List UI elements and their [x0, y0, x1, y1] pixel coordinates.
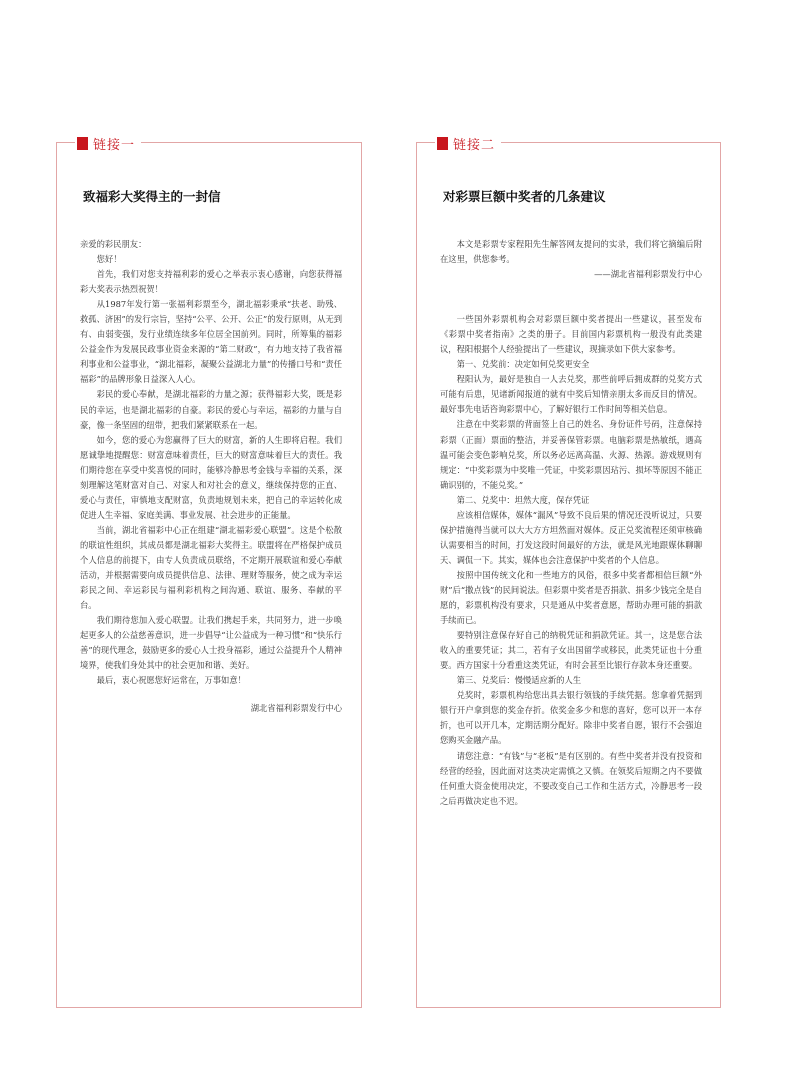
letter-signature: 湖北省福利彩票发行中心	[250, 703, 342, 714]
section-tag-label: 链接一	[93, 137, 136, 153]
advice-title: 对彩票巨额中奖者的几条建议	[443, 189, 606, 204]
advice-paragraph: 要特别注意保存好自己的纳税凭证和捐款凭证。其一，这是您合法收入的重要凭证；其二，若有子女出国留学或移民，此类凭证也十分重要。西方国家十分看重这类凭证，有时会甚至比银行存款本身还重要。	[440, 630, 702, 671]
section-tag-label: 链接二	[453, 137, 496, 153]
letter-paragraph: 最后，衷心祝愿您好运常在，万事如意！	[96, 675, 246, 686]
advice-subheading: 第二、兑奖中：坦然大度，保存凭证	[456, 494, 590, 505]
advice-subheading: 第一、兑奖前：决定如何兑奖更安全	[456, 359, 590, 370]
advice-body	[440, 237, 702, 809]
advice-paragraph: 按照中国传统文化和一些地方的风俗，很多中奖者都相信巨额“外财”后“撒点钱”的民间说法。但彩票中奖者是否捐款、捐多少钱完全是自愿的，彩票机构没有要求，只是通从中奖者意愿，帮助办理可能的捐款手续而已。	[440, 569, 702, 626]
advice-paragraph: 应该相信媒体，媒体“漏风”导致不良后果的情况还没听说过，只要保护措施得当就可以大大方方坦然面对媒体。反正兑奖流程还须审核确认需要相当的时间，打发这段时间最好的方法，就是风光地跟媒体聊聊天、调侃一下。其实，媒体也会注意保护中奖者的个人信息。	[440, 509, 702, 565]
letter-paragraph: 如今，您的爱心为您赢得了巨大的财富，新的人生即将启程。我们愿诚挚地提醒您：财富意味着责任，巨大的财富意味着巨大的责任。我们期待您在享受中奖喜悦的同时，能够冷静思考金钱与幸福的关系，深刻理解这笔财富对自己、对家人和对社会的意义，继续保持您的正直、爱心与责任，审慎地支配财富，负责地规划未来，把自己的幸运转化成促进人生幸福、家庭美满、事业发展、社会进步的正能量。	[80, 434, 342, 520]
letter-body	[80, 237, 342, 716]
advice-paragraph: 一些国外彩票机构会对彩票巨额中奖者提出一些建议，甚至发布《彩票中奖者指南》之类的册子。目前国内彩票机构一般没有此类建议，程阳根据个人经验提出了一些建议，现摘录如下供大家参考。	[440, 314, 702, 355]
red-square-icon	[437, 137, 448, 150]
advice-subheading: 第三、兑奖后：慢慢适应新的人生	[456, 675, 582, 686]
advice-paragraph: 程阳认为，最好是独自一人去兑奖，那些前呼后拥成群的兑奖方式可能有后患，见诸新闻报道的就有中奖后知情亲朋太多而反目的情况。最好事先电话咨询彩票中心，了解好银行工作时间等相关信息。	[440, 374, 702, 415]
section-tag-2	[435, 132, 501, 154]
advice-intro: 本文是彩票专家程阳先生解答网友提问的实录，我们将它摘编后附在这里，供您参考。	[440, 239, 702, 265]
letter-paragraph: 当前，湖北省福彩中心正在组建“湖北福彩爱心联盟”。这是个松散的联谊性组织，其成员都是湖北福彩大奖得主。联盟将在严格保护成员个人信息的前提下，由专人负责成员联络，不定期开展联谊和爱心奉献活动，并根据需要向成员提供信息、法律、理财等服务，使之成为幸运彩民之间、幸运彩民与福利彩机构之间沟通、联谊、服务、奉献的平台。	[80, 524, 342, 611]
letter-paragraph: 彩民的爱心奉献，是湖北福彩的力量之源；获得福彩大奖，既是彩民的幸运，也是湖北福彩的自豪。彩民的爱心与幸运，福彩的力量与自豪，像一条坚固的纽带，把我们紧紧联系在一起。	[80, 389, 342, 430]
section-tag-1	[75, 132, 141, 154]
link-two-panel	[416, 137, 721, 1008]
link-one-panel	[56, 137, 362, 1008]
advice-paragraph: 兑奖时，彩票机构给您出具去银行领钱的手续凭据。您拿着凭据到银行开户拿到您的奖金存折。依奖金多少和您的喜好，您可以开一本存折，也可以开几本，定期活期分配好。除非中奖者自愿，银行不会强迫您购买金融产品。	[440, 690, 702, 746]
letter-paragraph: 我们期待您加入爱心联盟。让我们携起手来，共同努力，进一步唤起更多人的公益慈善意识，进一步倡导“让公益成为一种习惯”和“快乐行善”的现代理念，鼓励更多的爱心人士投身福彩，通过公益提升个人精神境界，使我们身处其中的社会更加和谐、美好。	[80, 615, 342, 671]
letter-title: 致福彩大奖得主的一封信	[83, 189, 221, 204]
red-square-icon	[77, 137, 88, 150]
letter-paragraph: 从1987年发行第一张福利彩票至今，湖北福彩秉承“扶老、助残、救孤、济困”的发行宗旨，坚持“公平、公开、公正”的发行原则，从无到有、由弱变强，发行业绩连续多年位居全国前列。同时，所筹集的福彩公益金作为发展民政事业资金来源的“第二财政”，有力地支持了我省福利事业和公益事业，“湖北福彩，凝聚公益湖北力量”的传播口号和“责任福彩”的品牌形象日益深入人心。	[80, 299, 342, 385]
letter-greeting: 您好！	[96, 254, 122, 265]
advice-intro-sign: ——湖北省福利彩票发行中心	[594, 269, 702, 280]
advice-paragraph: 注意在中奖彩票的背面签上自己的姓名、身份证件号码，注意保持彩票（正面）票面的整洁，并妥善保管彩票。电脑彩票是热敏纸，遇高温可能会变色影响兑奖，所以务必远离高温、火源、热源。游戏规则有规定：“中奖彩票为中奖唯一凭证，中奖彩票因玷污、损坏等原因不能正确识别的，不能兑奖。”	[440, 419, 702, 490]
letter-paragraph: 首先，我们对您支持福利彩的爱心之举表示衷心感谢，向您获得福彩大奖表示热烈祝贺！	[80, 269, 342, 295]
advice-paragraph: 请您注意：“有钱”与“老板”是有区别的。有些中奖者并没有投资和经营的经验，因此面对这类决定需慎之又慎。在领奖后短期之内不要做任何重大资金使用决定，不要改变自己工作和生活方式，冷静思考一段之后再做决定也不迟。	[440, 750, 702, 806]
letter-salutation: 亲爱的彩民朋友：	[80, 239, 147, 249]
